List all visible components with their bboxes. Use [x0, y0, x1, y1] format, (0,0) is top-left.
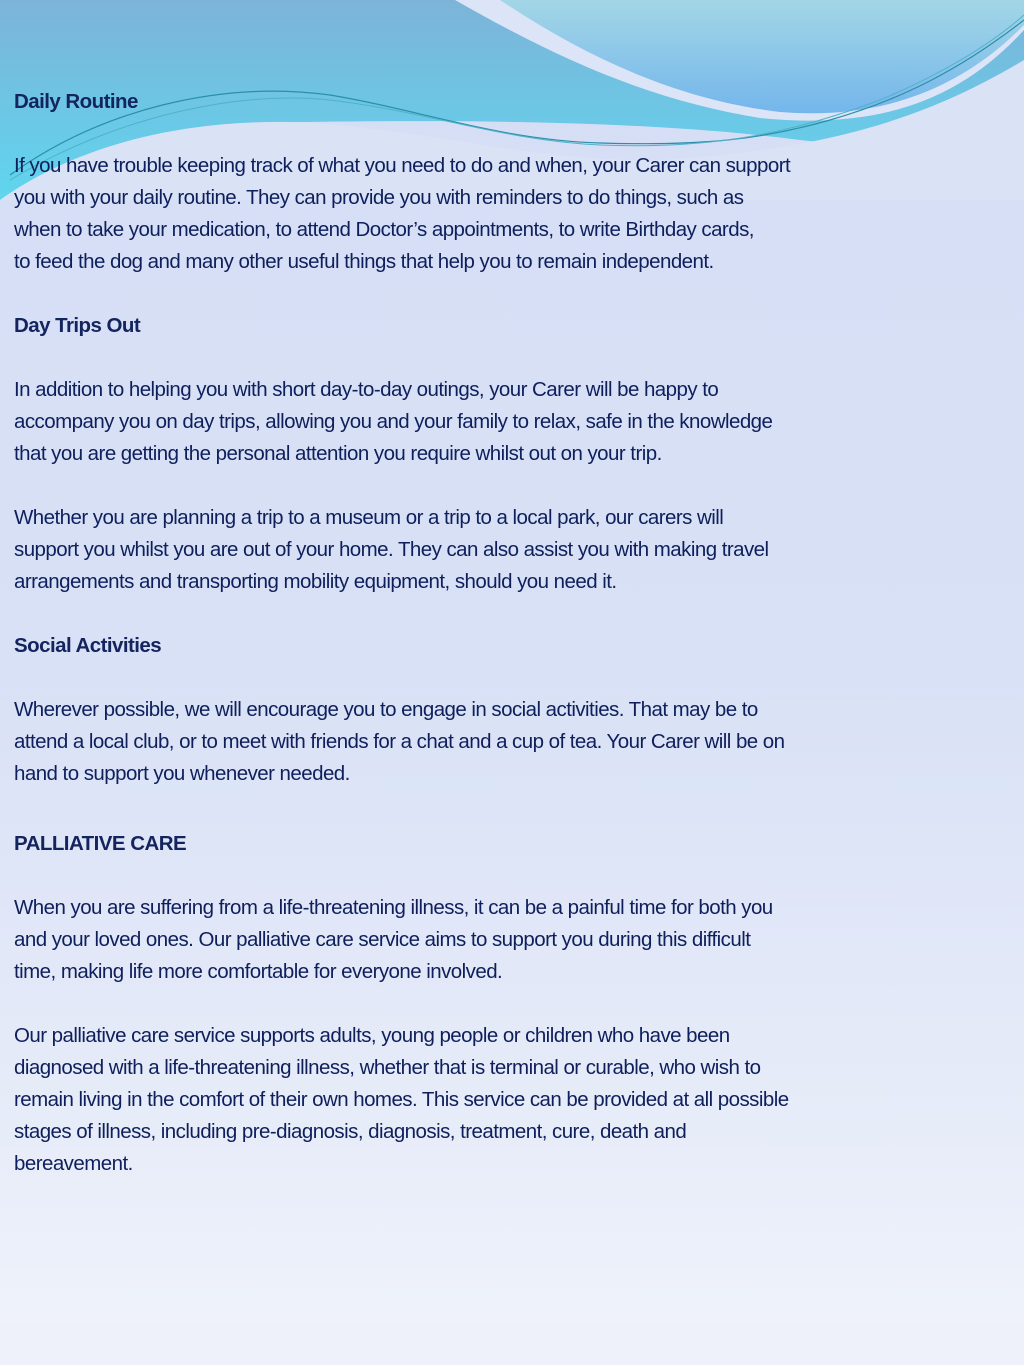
text-line: bereavement. — [14, 1152, 133, 1175]
text-line: Wherever possible, we will encourage you to engage in social activities. That may be to — [14, 698, 758, 721]
text-line: Our palliative care service supports adults, young people or children who have been — [14, 1024, 730, 1047]
section-heading: Social Activities — [14, 634, 162, 657]
text-line: accompany you on day trips, allowing you and your family to relax, safe in the knowledge — [14, 410, 773, 433]
footer-band — [0, 1323, 1024, 1365]
text-line: that you are getting the personal attention you require whilst out on your trip. — [14, 442, 662, 465]
text-line: to feed the dog and many other useful things that help you to remain independent. — [14, 250, 714, 273]
section-heading: Daily Routine — [14, 90, 138, 113]
text-line: support you whilst you are out of your home. They can also assist you with making travel — [14, 538, 769, 561]
text-line: In addition to helping you with short day-to-day outings, your Carer will be happy to — [14, 378, 719, 401]
text-line: you with your daily routine. They can provide you with reminders to do things, such as — [14, 186, 744, 209]
text-line: arrangements and transporting mobility equipment, should you need it. — [14, 570, 617, 593]
section-daily-routine — [14, 86, 790, 790]
text-line: diagnosed with a life-threatening illness, whether that is terminal or curable, who wish to — [14, 1056, 761, 1079]
text-line: If you have trouble keeping track of what you need to do and when, your Carer can support — [14, 154, 791, 177]
text-line: stages of illness, including pre-diagnosis, diagnosis, treatment, cure, death and — [14, 1120, 687, 1143]
text-line: time, making life more comfortable for everyone involved. — [14, 960, 503, 983]
text-line: Whether you are planning a trip to a museum or a trip to a local park, our carers will — [14, 506, 724, 529]
section-heading: PALLIATIVE CARE — [14, 832, 187, 855]
section-palliative-care — [14, 828, 789, 1180]
text-line: when to take your medication, to attend Doctor’s appointments, to write Birthday cards, — [14, 218, 754, 241]
text-line: When you are suffering from a life-threatening illness, it can be a painful time for both you — [14, 896, 773, 919]
text-line: attend a local club, or to meet with friends for a chat and a cup of tea. Your Carer will be on — [14, 730, 785, 753]
text-line: and your loved ones. Our palliative care service aims to support you during this difficult — [14, 928, 751, 951]
text-line: hand to support you whenever needed. — [14, 762, 350, 785]
text-line: remain living in the comfort of their own homes. This service can be provided at all possible — [14, 1088, 789, 1111]
section-heading: Day Trips Out — [14, 314, 141, 337]
